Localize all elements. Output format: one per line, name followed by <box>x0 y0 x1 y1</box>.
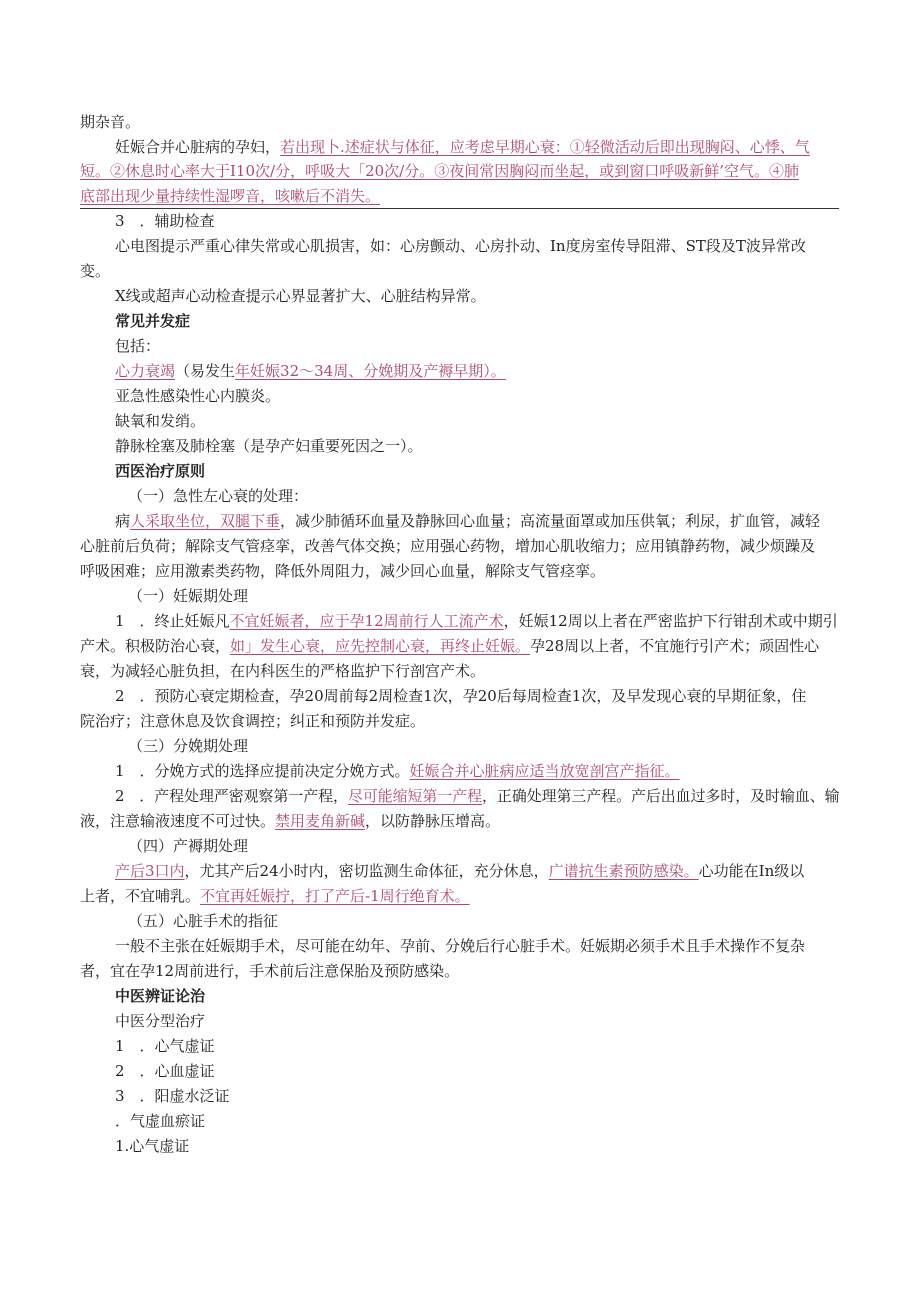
text-line <box>115 1061 215 1081</box>
text-line <box>80 161 799 181</box>
body-text: 2 ．心血虚证 <box>115 1062 215 1080</box>
body-text: 一般不主张在妊娠期手术，尽可能在幼年、孕前、分娩后行心脏手术。妊娠期必须手术且手术操作不复杂 <box>115 937 806 955</box>
body-text: 2 ．预防心衰定期检查，孕20周前每2周检查1次，孕20后每周检查1次，及早发现心衰的早期征象，住 <box>115 687 807 705</box>
text-line <box>80 186 380 206</box>
text-line <box>128 586 248 606</box>
highlighted-text: 尽可能缩短第一产程 <box>347 787 483 805</box>
body-text: 院治疗；注意休息及饮食调控；纠正和预防并发症。 <box>80 712 426 730</box>
section-heading: 中医辨证论治 <box>115 987 206 1005</box>
text-line <box>128 736 248 756</box>
highlighted-text: 不宜再妊娠拧，打了产后-1周行绝育术。 <box>200 887 470 905</box>
body-text: 心功能在In级以 <box>698 862 805 880</box>
text-line <box>115 336 160 356</box>
text-line <box>80 261 110 281</box>
body-text: （易发生 <box>175 362 236 380</box>
text-line <box>80 536 815 556</box>
text-line <box>115 786 840 806</box>
text-line <box>115 1111 205 1131</box>
body-text: 妊娠合并心脏病的孕妇， <box>115 138 281 156</box>
body-text: （五）心脏手术的指征 <box>128 912 279 930</box>
body-text: ，妊娠12周以上者在严密监护下行钳刮术或中期引 <box>503 612 838 630</box>
body-text: 2 ．产程处理严密观察第一产程， <box>115 787 348 805</box>
text-line <box>80 661 485 681</box>
highlighted-text: 短。②休息时心率大于I10次/分，呼吸大「20次/分。③夜间常因胸闷而坐起，或到窗口呼吸新鲜’空气。④肺 <box>80 162 799 180</box>
body-text: （三）分娩期处理 <box>128 737 249 755</box>
text-line <box>115 686 806 706</box>
text-line <box>115 1136 189 1156</box>
body-text: ，以防静脉压增高。 <box>365 812 501 830</box>
body-text: 3 ．辅助检查 <box>115 212 215 230</box>
body-text: ，尤其产后24小时内，密切监测生命体征，充分休息， <box>184 862 549 880</box>
body-text: 心脏前后负荷；解除支气管痉挛，改善气体交换；应用强心药物，增加心肌收缩力；应用镇静药物，减少烦躁及 <box>80 537 816 555</box>
text-line <box>128 836 248 856</box>
body-text: 1.心气虚证 <box>115 1137 190 1155</box>
text-line <box>80 561 605 581</box>
text-line <box>115 936 805 956</box>
text-line <box>115 511 820 531</box>
text-line <box>80 886 470 906</box>
body-text: 中医分型治疗 <box>115 1012 206 1030</box>
body-text: 亚急性感染性心内膜炎。 <box>115 387 281 405</box>
body-text: X线或超声心动检查提示心界显著扩大、心脏结构异常。 <box>115 287 486 305</box>
body-text: 1 ．终止妊娠凡 <box>115 612 230 630</box>
text-line <box>115 1036 215 1056</box>
body-text: 孕28周以上者，不宜施行引产术；顽固性心 <box>530 637 820 655</box>
body-text: 期杂音。 <box>80 113 141 131</box>
body-text: 缺氧和发绡。 <box>115 412 206 430</box>
section-heading: 西医治疗原则 <box>115 462 206 480</box>
text-line <box>128 911 278 931</box>
text-line <box>80 961 459 981</box>
highlighted-text: 禁用麦角新碱 <box>275 812 366 830</box>
body-text: 上者，不宜哺乳。 <box>80 887 201 905</box>
text-line <box>115 1086 230 1106</box>
text-line <box>115 236 806 256</box>
body-text: （一）急性左心衰的处理： <box>128 487 309 505</box>
text-line <box>115 411 205 431</box>
body-text: 包括： <box>115 337 161 355</box>
body-text: 变。 <box>80 262 111 280</box>
text-line <box>80 636 819 656</box>
text-line <box>115 137 810 157</box>
body-text: ，正确处理第三产程。产后出血过多时，及时输血、输 <box>482 787 840 805</box>
text-line <box>128 486 308 506</box>
body-text: 呼吸困难；应用激素类药物，降低外周阻力，减少回心血量，解除支气管痉挛。 <box>80 562 606 580</box>
highlighted-text: 广谱抗生素预防感染。 <box>548 862 699 880</box>
text-line <box>80 811 500 831</box>
body-text: ．气虚血瘀证 <box>115 1112 206 1130</box>
highlighted-text: 不宜妊娠者，应于孕12周前行人工流产术 <box>229 612 504 630</box>
highlighted-text: 妊娠合并心脏病应适当放宽剖宫产指征。 <box>409 762 680 780</box>
text-line <box>115 311 190 331</box>
highlighted-text: 底部出现少量持续性湿啰音，咳嗽后不消失。 <box>80 187 381 205</box>
text-line <box>115 1011 205 1031</box>
body-text: 液，注意输液速度不可过快。 <box>80 812 276 830</box>
body-text: ，减少肺循环血量及静脉回心血量；高流量面罩或加压供氧；利尿，扩血管，减轻 <box>280 512 821 530</box>
body-text: 3 ．阳虚水泛证 <box>115 1087 230 1105</box>
text-line <box>115 436 423 456</box>
highlighted-text: 年妊娠32～34周、分娩期及产褥早期）。 <box>235 362 506 380</box>
text-line <box>115 211 215 231</box>
highlighted-text: 产后3口内 <box>115 862 185 880</box>
body-text: （四）产褥期处理 <box>128 837 249 855</box>
text-line <box>115 461 205 481</box>
body-text: 者，宜在孕12周前进行，手术前后注意保胎及预防感染。 <box>80 962 460 980</box>
highlighted-text: 如」发生心衰，应先控制心衰，再终止妊娠。 <box>230 637 531 655</box>
body-text: 病 <box>115 512 131 530</box>
body-text: 静脉栓塞及肺栓塞（是孕产妇重要死因之一）。 <box>115 437 423 455</box>
horizontal-rule <box>80 208 839 209</box>
body-text: 1 ．心气虚证 <box>115 1037 215 1055</box>
body-text: 衰，为减轻心脏负担，在内科医生的严格监护下行剖宫产术。 <box>80 662 486 680</box>
highlighted-text: 人采取坐位，双腿下垂 <box>130 512 281 530</box>
text-line <box>80 112 140 132</box>
text-line <box>115 361 506 381</box>
highlighted-text: 心力衰竭 <box>115 362 176 380</box>
section-heading: 常见并发症 <box>115 312 191 330</box>
body-text: （一）妊娠期处理 <box>128 587 249 605</box>
text-line <box>80 711 425 731</box>
body-text: 1 ．分娩方式的选择应提前决定分娩方式。 <box>115 762 410 780</box>
text-line <box>115 761 680 781</box>
text-line <box>115 986 205 1006</box>
text-line <box>115 286 486 306</box>
body-text: 产术。积极防治心衰， <box>80 637 231 655</box>
body-text: 心电图提示严重心律失常或心肌损害，如：心房颤动、心房扑动、In度房室传导阻滞、ST段及T波异常改 <box>115 237 806 255</box>
text-line <box>115 386 280 406</box>
highlighted-text: 若出现卜.述症状与体征，应考虑早期心衰：①轻微活动后即出现胸闷、心悸、气 <box>280 138 810 156</box>
text-line <box>115 861 804 881</box>
text-line <box>115 611 838 631</box>
